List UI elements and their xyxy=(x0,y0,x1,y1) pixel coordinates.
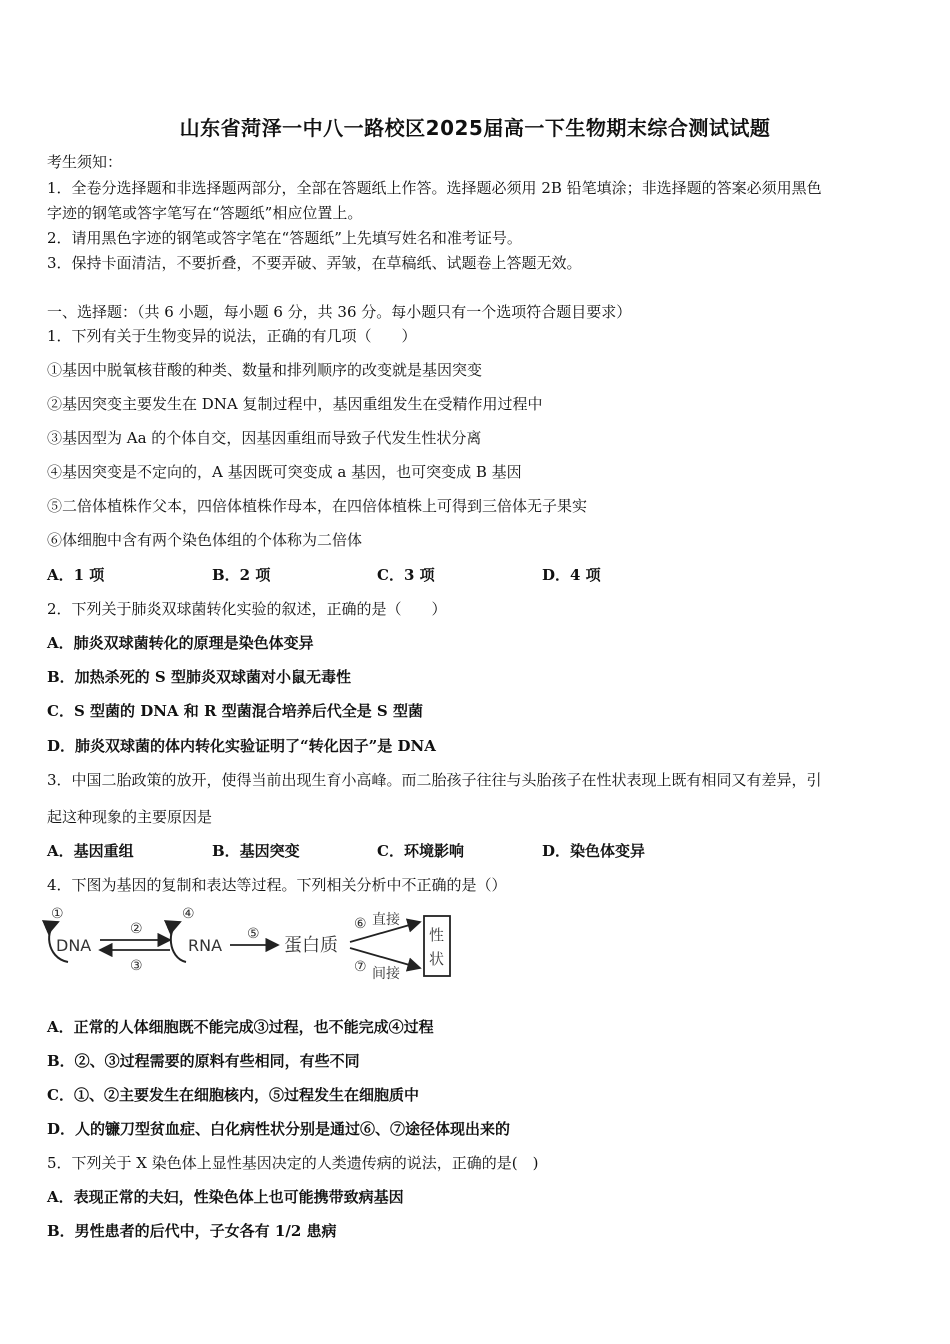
q2-stem: 2．下列关于肺炎双球菌转化实验的叙述，正确的是（ ） xyxy=(47,600,447,618)
q5-option-a[interactable]: A．表现正常的夫妇，性染色体上也可能携带致病基因 xyxy=(47,1188,404,1206)
q1-option-b[interactable]: B．2 项 xyxy=(212,566,271,584)
q5-stem: 5．下列关于 X 染色体上显性基因决定的人类遗传病的说法，正确的是( ) xyxy=(47,1154,539,1172)
q3-stem-line-2: 起这种现象的主要原因是 xyxy=(47,808,213,826)
q1-statement-2: ②基因突变主要发生在 DNA 复制过程中，基因重组发生在受精作用过程中 xyxy=(47,395,543,413)
q1-statement-4: ④基因突变是不定向的，A 基因既可突变成 a 基因，也可突变成 B 基因 xyxy=(47,463,522,481)
q1-stem: 1．下列有关于生物变异的说法，正确的有几项（ ） xyxy=(47,327,417,345)
q4-option-d[interactable]: D．人的镰刀型贫血症、白化病性状分别是通过⑥、⑦途径体现出来的 xyxy=(47,1120,511,1138)
q5-option-b[interactable]: B．男性患者的后代中，子女各有 1/2 患病 xyxy=(47,1222,337,1240)
q4-option-b[interactable]: B．②、③过程需要的原料有些相同，有些不同 xyxy=(47,1052,360,1070)
q3-option-d[interactable]: D．染色体变异 xyxy=(542,842,646,860)
q3-option-b[interactable]: B．基因突变 xyxy=(212,842,300,860)
q1-option-d[interactable]: D．4 项 xyxy=(542,566,601,584)
label-4: ④ xyxy=(182,906,195,922)
q4-option-c[interactable]: C．①、②主要发生在细胞核内，⑤过程发生在细胞质中 xyxy=(47,1086,419,1104)
label-direct: 直接 xyxy=(372,912,400,928)
q3-option-a[interactable]: A．基因重组 xyxy=(47,842,134,860)
notice-item-2: 2．请用黑色字迹的钢笔或答字笔在“答题纸”上先填写姓名和准考证号。 xyxy=(47,229,522,247)
page-title: 山东省菏泽一中八一路校区2025届高一下生物期末综合测试试题 xyxy=(179,116,771,140)
q2-option-a[interactable]: A．肺炎双球菌转化的原理是染色体变异 xyxy=(47,634,314,652)
q1-statement-6: ⑥体细胞中含有两个染色体组的个体称为二倍体 xyxy=(47,531,363,549)
q1-option-c[interactable]: C．3 项 xyxy=(377,566,435,584)
q2-option-b[interactable]: B．加热杀死的 S 型肺炎双球菌对小鼠无毒性 xyxy=(47,668,351,686)
label-protein: 蛋白质 xyxy=(284,935,338,956)
notice-item-1b: 字迹的钢笔或答字笔写在“答题纸”相应位置上。 xyxy=(47,204,363,222)
q1-statement-1: ①基因中脱氧核苷酸的种类、数量和排列顺序的改变就是基因突变 xyxy=(47,361,483,379)
rna-replication-loop-arrow xyxy=(171,922,186,962)
label-2: ② xyxy=(130,921,143,937)
notice-item-1a: 1．全卷分选择题和非选择题两部分，全部在答题纸上作答。选择题必须用 2B 铅笔填涂；非选择题的答案必须用黑色 xyxy=(47,179,822,197)
notice-item-3: 3．保持卡面清洁，不要折叠，不要弄破、弄皱，在草稿纸、试题卷上答题无效。 xyxy=(47,254,582,272)
q1-statement-5: ⑤二倍体植株作父本，四倍体植株作母本，在四倍体植株上可得到三倍体无子果实 xyxy=(47,497,588,515)
label-6: ⑥ xyxy=(354,916,367,932)
section-heading: 一、选择题：（共 6 小题，每小题 6 分，共 36 分。每小题只有一个选项符合题目要求） xyxy=(47,303,632,321)
q1-statement-3: ③基因型为 Aa 的个体自交，因基因重组而导致子代发生性状分离 xyxy=(47,429,482,447)
q4-option-a[interactable]: A．正常的人体细胞既不能完成③过程，也不能完成④过程 xyxy=(47,1018,434,1036)
label-5: ⑤ xyxy=(247,926,260,942)
q3-option-c[interactable]: C．环境影响 xyxy=(377,842,464,860)
label-rna: RNA xyxy=(188,936,223,955)
label-trait-2: 状 xyxy=(429,950,445,968)
q4-stem: 4．下图为基因的复制和表达等过程。下列相关分析中不正确的是（） xyxy=(47,876,507,894)
q2-option-d[interactable]: D．肺炎双球菌的体内转化实验证明了“转化因子”是 DNA xyxy=(47,737,436,755)
label-7: ⑦ xyxy=(354,959,367,975)
label-trait-1: 性 xyxy=(429,926,445,944)
q2-option-c[interactable]: C．S 型菌的 DNA 和 R 型菌混合培养后代全是 S 型菌 xyxy=(47,702,423,720)
q3-stem-line-1: 3．中国二胎政策的放开，使得当前出现生育小高峰。而二胎孩子往往与头胎孩子在性状表现上既有相同又有差异，引 xyxy=(47,771,822,789)
label-indirect: 间接 xyxy=(372,966,400,982)
label-3: ③ xyxy=(130,958,143,974)
label-1: ① xyxy=(51,906,64,922)
label-dna: DNA xyxy=(56,936,92,955)
q1-option-a[interactable]: A．1 项 xyxy=(47,566,105,584)
gene-expression-diagram xyxy=(40,900,460,990)
notice-heading: 考生须知： xyxy=(47,153,123,171)
